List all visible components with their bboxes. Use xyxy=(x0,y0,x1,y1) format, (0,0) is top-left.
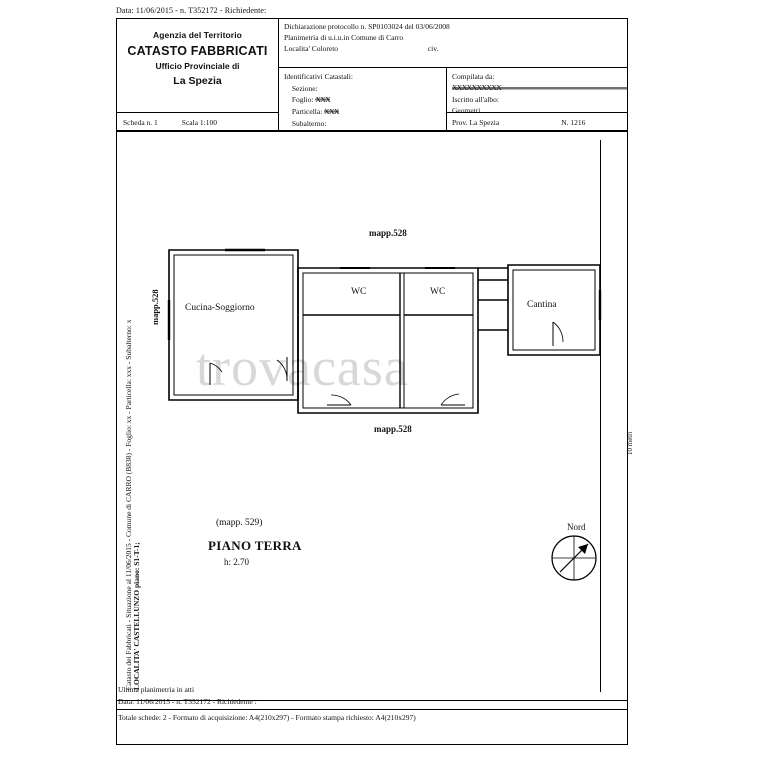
room-label-wc-1: WC xyxy=(351,287,367,297)
room-label-cantina: Cantina xyxy=(527,300,557,310)
footer-line-1: Ultima planimetria in atti xyxy=(118,685,195,694)
identifiers-title: Identificativi Catastali: xyxy=(284,72,353,81)
declaration-block xyxy=(279,19,627,68)
locality-value: Localita' Coloreto xyxy=(284,43,339,53)
ceiling-height: h: 2.70 xyxy=(224,557,250,567)
footer-frame xyxy=(116,701,628,745)
office-city: La Spezia xyxy=(173,75,222,87)
foglio-label: Foglio: xyxy=(291,95,314,105)
footer-line-2: Data: 11/06/2015 - n. T352172 - Richiedente : xyxy=(118,696,257,706)
right-margin-line xyxy=(600,140,601,692)
particella-value: XXX xyxy=(324,106,339,116)
footer-line-3: Totale schede: 2 - Formato di acquisizione: A4(210x297) - Formato stampa richiesto: A4(210x297) xyxy=(116,709,628,724)
agency-name: Agenzia del Territorio xyxy=(153,30,242,40)
top-meta-line: Data: 11/06/2015 - n. T352172 - Richiedente: xyxy=(116,6,267,15)
side-registry-text: Catasto dei Fabbricati - Situazione al 11/06/2015 - Comune di CARRO (B838) - Foglio: xx - Particella: xxx - Subalterno: x xyxy=(124,319,133,690)
province-label: Prov. La Spezia xyxy=(452,117,500,127)
sezione-row xyxy=(284,83,446,95)
iscritto-label: Iscritto all'albo: xyxy=(452,94,499,104)
locality-line xyxy=(284,44,627,55)
province-number: N. 1216 xyxy=(561,117,586,127)
mapp-529-label: (mapp. 529) xyxy=(216,518,263,528)
declaration-protocol: Dichiarazione protocollo n. SP0103024 del 03/06/2008 xyxy=(284,22,450,31)
side-locality-text: LOCALITA' CASTELLUNZO piano: S1-T-1; xyxy=(132,542,141,690)
compiled-by-block xyxy=(447,68,627,113)
particella-label: Particella: xyxy=(291,106,323,116)
header-box xyxy=(116,18,628,131)
mapp-top-label: mapp.528 xyxy=(369,228,407,238)
compiled-by-title: Compilata da: xyxy=(452,72,495,81)
scale-metri-label: 10 metri xyxy=(626,431,634,455)
mapp-left-label: mapp.528 xyxy=(150,289,160,325)
floor-title: PIANO TERRA xyxy=(208,538,302,553)
mapp-bottom-label: mapp.528 xyxy=(374,424,412,434)
scheda-number: Scheda n. 1 xyxy=(123,117,158,127)
foglio-row xyxy=(284,94,446,106)
drawing-frame xyxy=(116,131,628,701)
sezione-label: Sezione: xyxy=(291,83,318,93)
compiled-by-name: XXXXXXXXXX xyxy=(452,82,627,93)
agency-block xyxy=(117,19,279,113)
subalterno-row xyxy=(284,118,446,130)
catasto-title: CATASTO FABBRICATI xyxy=(127,44,268,58)
province-row xyxy=(447,113,627,131)
north-label: Nord xyxy=(567,522,586,532)
iscritto-value: Geometri xyxy=(452,105,481,115)
civ-label: civ. xyxy=(427,43,439,53)
room-label-cucina-soggiorno: Cucina-Soggiorno xyxy=(185,303,255,313)
scheda-row xyxy=(117,113,279,131)
planimetria-line: Planimetria di u.i.u.in Comune di Carro xyxy=(284,32,404,42)
identifiers-block xyxy=(279,68,447,131)
office-label: Ufficio Provinciale di xyxy=(155,61,240,71)
watermark-trovacasa: trovacasa xyxy=(196,337,409,397)
particella-row xyxy=(284,106,446,118)
scala-value: Scala 1:100 xyxy=(181,117,217,127)
subalterno-label: Subalterno: xyxy=(291,118,327,128)
foglio-value: XXX xyxy=(315,95,331,105)
room-label-wc-2: WC xyxy=(430,287,446,297)
